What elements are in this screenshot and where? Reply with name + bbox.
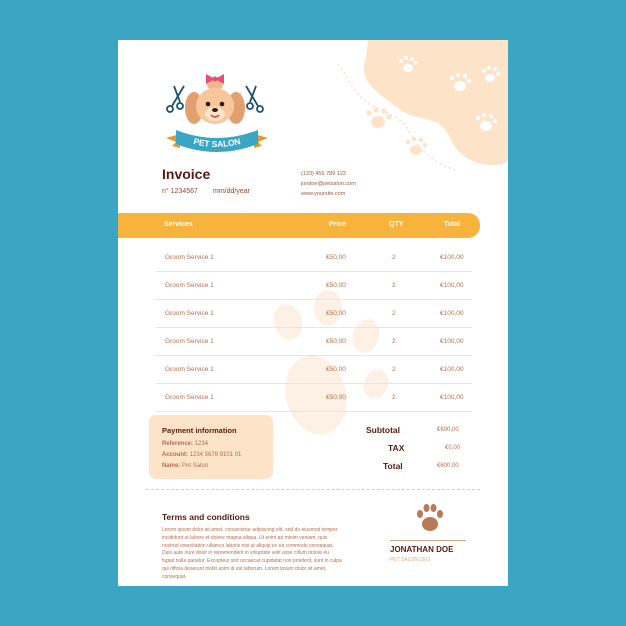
row-qty: 2 xyxy=(392,282,396,289)
payment-account xyxy=(162,452,241,458)
row-service: Groom Service 1 xyxy=(165,366,214,373)
contact-phone: (123) 456 789 123 xyxy=(301,171,346,177)
header-qty: QTY xyxy=(389,221,404,228)
row-price: €50,00 xyxy=(326,282,346,289)
invoice-page xyxy=(118,40,508,586)
row-qty: 2 xyxy=(392,254,396,261)
scissors-icon xyxy=(167,86,184,112)
table-row xyxy=(156,327,472,356)
row-qty: 2 xyxy=(392,310,396,317)
payment-name xyxy=(162,463,208,469)
header-price: Price xyxy=(329,221,347,228)
payment-reference xyxy=(162,441,208,447)
invoice-title: Invoice xyxy=(162,166,211,182)
row-qty: 2 xyxy=(392,366,396,373)
table-row xyxy=(156,355,472,384)
tax-value: €0,00 xyxy=(445,445,461,451)
section-divider xyxy=(146,489,480,490)
row-service: Groom Service 1 xyxy=(165,282,214,289)
signature-line xyxy=(390,540,466,541)
invoice-number: n° 1234567 xyxy=(162,188,198,195)
row-service: Groom Service 1 xyxy=(165,394,214,401)
table-row xyxy=(156,271,472,300)
tax-label: TAX xyxy=(388,443,405,453)
row-price: €50,00 xyxy=(326,366,346,373)
signature-role: PET SALON CEO xyxy=(390,557,431,563)
name-value: Pet Salon xyxy=(182,463,209,469)
decorative-blob xyxy=(338,40,508,200)
subtotal-label: Subtotal xyxy=(366,425,400,435)
row-total: €100,00 xyxy=(440,310,464,317)
row-total: €100,00 xyxy=(440,394,464,401)
invoice-date: mm/dd/year xyxy=(213,188,250,195)
header-total: Total xyxy=(444,221,461,228)
pet-salon-logo xyxy=(158,66,276,166)
row-service: Groom Service 1 xyxy=(165,254,214,261)
table-header xyxy=(118,213,480,238)
payment-info-box xyxy=(149,415,273,479)
header-services: Services xyxy=(164,221,193,228)
account-label: Account: xyxy=(162,452,188,458)
row-price: €50,00 xyxy=(326,310,346,317)
row-price: €50,00 xyxy=(326,394,346,401)
table-row xyxy=(156,299,472,328)
row-total: €100,00 xyxy=(440,338,464,345)
payment-title: Payment information xyxy=(162,426,237,435)
row-total: €100,00 xyxy=(440,366,464,373)
row-price: €50,00 xyxy=(326,338,346,345)
row-service: Groom Service 1 xyxy=(165,338,214,345)
account-value: 1234 5678 9101 01 xyxy=(189,452,242,458)
total-value: €600,00 xyxy=(437,463,459,469)
terms-text: Lorem ipsum dolor sit amet, consectetur adipiscing elit, sed do eiusmod tempor incididunt ut labore et dolore magna aliqua. Ut enim ad minim veniam, quis nostrud exercitation ullamco laboris nisi ut aliquip ex ea commodo consequat. Duis aute irure dolor in reprehenderit in voluptate velit esse cillum dolore eu fugiat nulla pariatur. Excepteur sint occaecat cupidatat non proident, sunt in culpa qui officia deserunt mollit anim id est laborum. Lorem ipsum dolor sit amet, consequat. xyxy=(162,527,342,580)
row-qty: 2 xyxy=(392,338,396,345)
signature-name: JONATHAN DOE xyxy=(390,545,454,554)
subtotal-value: €600,00 xyxy=(437,427,459,433)
table-row xyxy=(156,243,472,272)
scissors-icon xyxy=(246,86,263,112)
contact-email[interactable]: jondoe@petsalon.com xyxy=(301,181,356,187)
contact-website[interactable]: www.yoursite.com xyxy=(301,191,346,197)
dog-face-icon xyxy=(185,77,245,124)
row-total: €100,00 xyxy=(440,282,464,289)
row-price: €50,00 xyxy=(326,254,346,261)
table-row xyxy=(156,383,472,412)
total-label: Total xyxy=(383,461,403,471)
reference-value: 1234 xyxy=(194,441,209,447)
name-label: Name: xyxy=(162,463,181,469)
row-service: Groom Service 1 xyxy=(165,310,214,317)
terms-title: Terms and conditions xyxy=(162,512,250,522)
row-qty: 2 xyxy=(392,394,396,401)
logo-text: PET SALON xyxy=(192,135,242,150)
row-total: €100,00 xyxy=(440,254,464,261)
reference-label: Reference: xyxy=(162,441,194,447)
paw-icon xyxy=(414,502,446,534)
